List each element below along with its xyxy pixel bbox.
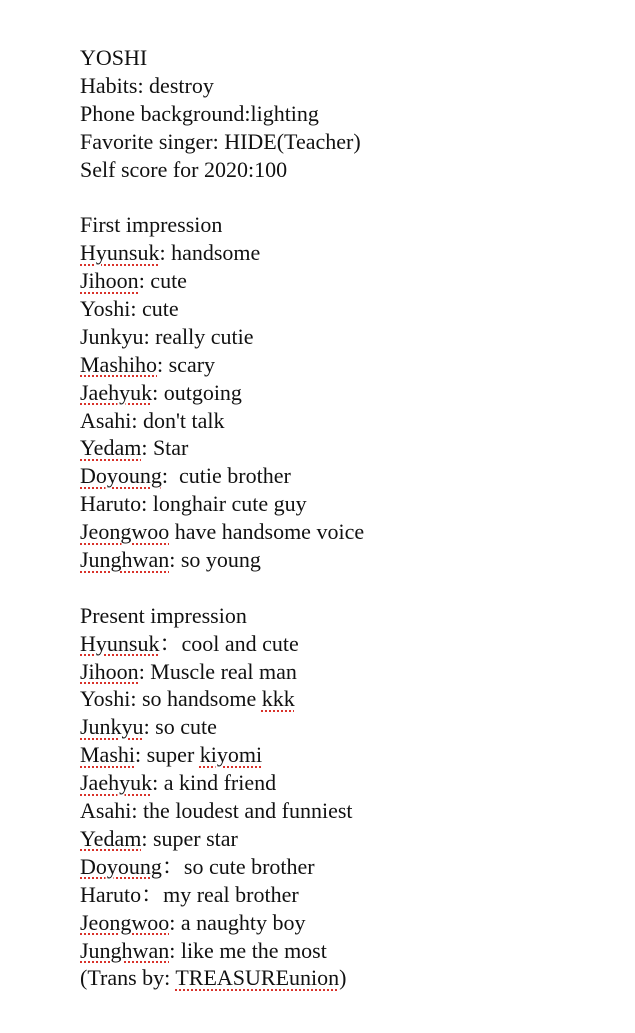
impression-text: ：my real brother xyxy=(141,881,299,907)
present-impression-item xyxy=(80,853,620,881)
impression-text: ：cool and cute xyxy=(159,630,299,656)
member-name: Haruto xyxy=(80,491,142,517)
credit-suffix: ) xyxy=(339,965,347,991)
present-impression-list xyxy=(80,630,620,965)
member-name: Doyoung xyxy=(80,853,162,879)
profile-title: YOSHI xyxy=(80,45,148,70)
first-impression-item xyxy=(80,295,620,323)
impression-text: : so handsome xyxy=(130,686,262,712)
impression-text: ：so cute brother xyxy=(161,853,315,879)
present-impression-item xyxy=(80,769,620,797)
first-impression-item xyxy=(80,351,620,379)
first-impression-item xyxy=(80,267,620,295)
member-name: Asahi xyxy=(80,407,132,433)
first-impression-item xyxy=(80,518,620,546)
present-impression-item xyxy=(80,881,620,909)
impression-text: : cute xyxy=(138,268,187,294)
member-name: Jihoon xyxy=(80,658,139,684)
member-name: Yoshi xyxy=(80,296,131,322)
present-impression-item xyxy=(80,797,620,825)
habits-line: Habits: destroy xyxy=(80,72,214,98)
impression-text: : cutie brother xyxy=(161,463,291,489)
impression-text: : handsome xyxy=(159,240,261,266)
impression-text: : Muscle real man xyxy=(138,658,297,684)
credit-prefix: (Trans by: xyxy=(80,965,176,991)
impression-text: : cute xyxy=(130,296,179,322)
member-name: Junkyu xyxy=(80,714,144,740)
present-impression-item xyxy=(80,937,620,965)
impression-text: : so cute xyxy=(143,714,217,740)
first-impression-item xyxy=(80,462,620,490)
impression-text: : a kind friend xyxy=(152,770,277,796)
member-name: Junghwan xyxy=(80,547,170,573)
impression-text: : super xyxy=(135,742,200,768)
impression-text: : a naughty boy xyxy=(169,909,306,935)
first-impression-item xyxy=(80,323,620,351)
first-impression-item xyxy=(80,434,620,462)
document-body xyxy=(80,44,620,992)
present-impression-item xyxy=(80,630,620,658)
present-impression-heading: Present impression xyxy=(80,602,247,628)
paragraph-spacer xyxy=(80,574,620,602)
impression-text: : Star xyxy=(141,435,189,461)
member-name: Asahi xyxy=(80,798,132,824)
member-name: Junkyu xyxy=(80,323,144,349)
first-impression-list xyxy=(80,239,620,574)
member-name: Yedam xyxy=(80,825,142,851)
impression-text: : like me the most xyxy=(169,937,327,963)
first-impression-item xyxy=(80,379,620,407)
translator-credit xyxy=(80,964,620,992)
impression-text: : really cutie xyxy=(143,323,254,349)
first-impression-item xyxy=(80,407,620,435)
member-name: Yoshi xyxy=(80,686,131,712)
present-impression-item xyxy=(80,685,620,713)
member-name: Jaehyuk xyxy=(80,379,153,405)
member-name: Jeongwoo xyxy=(80,909,170,935)
phone-background-line: Phone background:lighting xyxy=(80,100,319,126)
present-impression-item xyxy=(80,909,620,937)
impression-text: have handsome voice xyxy=(169,519,365,545)
member-name: Jeongwoo xyxy=(80,519,170,545)
impression-text: : scary xyxy=(157,351,216,377)
first-impression-item xyxy=(80,490,620,518)
present-impression-item xyxy=(80,658,620,686)
member-name: Jihoon xyxy=(80,268,139,294)
paragraph-spacer xyxy=(80,183,620,211)
impression-extra: kiyomi xyxy=(199,742,263,768)
credit-name: TREASUREunion xyxy=(175,965,340,991)
impression-text: : the loudest and funniest xyxy=(131,798,353,824)
first-impression-heading: First impression xyxy=(80,212,223,238)
self-score-line: Self score for 2020:100 xyxy=(80,156,288,182)
first-impression-item xyxy=(80,546,620,574)
impression-text: : don't talk xyxy=(131,407,225,433)
present-impression-item xyxy=(80,713,620,741)
impression-extra: kkk xyxy=(261,686,295,712)
first-impression-item xyxy=(80,239,620,267)
impression-text: : outgoing xyxy=(152,379,242,405)
member-name: Junghwan xyxy=(80,937,170,963)
impression-text: : so young xyxy=(169,547,261,573)
member-name: Doyoung xyxy=(80,463,162,489)
member-name: Yedam xyxy=(80,435,142,461)
impression-text: : super star xyxy=(141,825,238,851)
present-impression-item xyxy=(80,825,620,853)
impression-text: : longhair cute guy xyxy=(141,491,307,517)
member-name: Haruto xyxy=(80,881,142,907)
member-name: Hyunsuk xyxy=(80,240,160,266)
member-name: Hyunsuk xyxy=(80,630,160,656)
present-impression-item xyxy=(80,741,620,769)
member-name: Jaehyuk xyxy=(80,770,153,796)
favorite-singer-line: Favorite singer: HIDE(Teacher) xyxy=(80,128,361,154)
member-name: Mashiho xyxy=(80,351,157,377)
member-name: Mashi xyxy=(80,742,135,768)
